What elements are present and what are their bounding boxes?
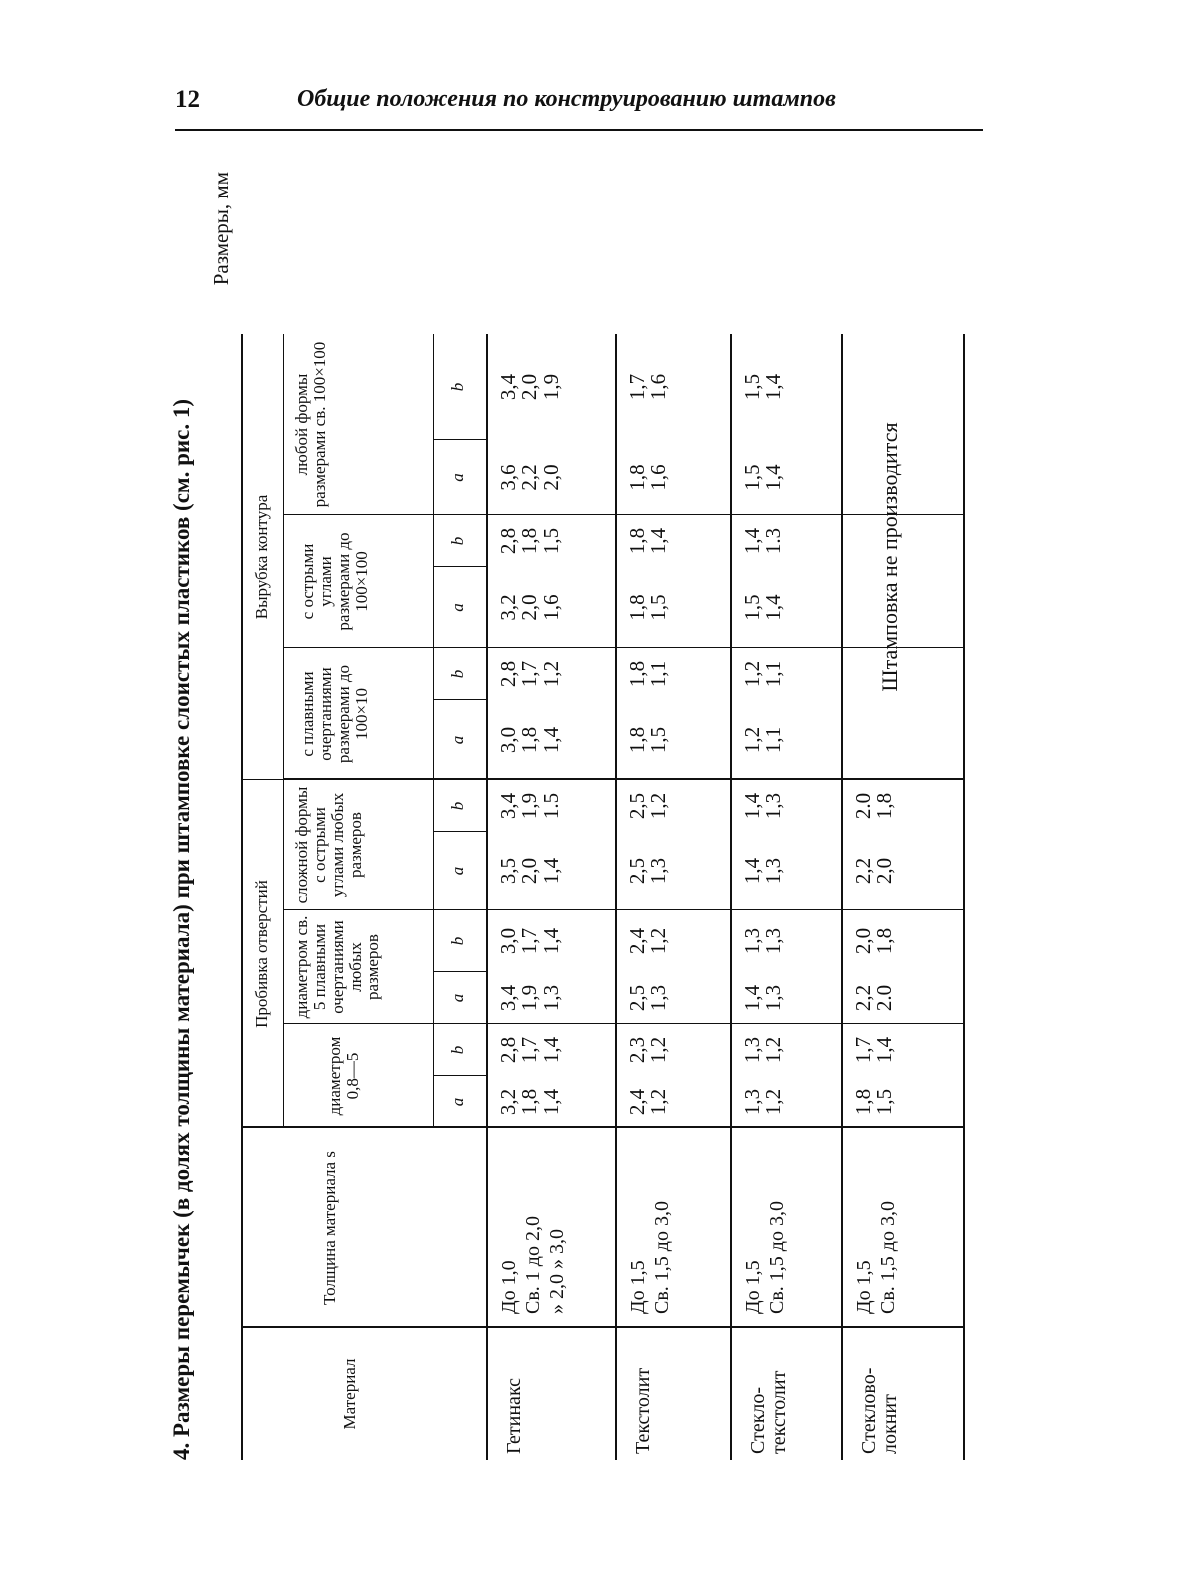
value-cell: 1,3 1,2: [740, 1036, 786, 1064]
header-material: Материал: [340, 1358, 359, 1430]
value-cell: 3,5 2,0 1,4: [496, 857, 563, 885]
value-cell: 1,7 1,6: [625, 373, 671, 401]
value-cell: 2,0 1,8: [851, 927, 897, 955]
column-label-a: a: [448, 993, 467, 1003]
table-rule: [963, 334, 965, 1460]
table-rule: [486, 334, 488, 1460]
value-cell: 2,4 1,2: [625, 1088, 671, 1116]
table-title: 4. Размеры перемычек (в долях толщины материала) при штамповке слоистых пластиков (см. рис. 1): [169, 399, 194, 1460]
subheader-smooth: с плавными очертаниями размерами до 100×10: [298, 664, 371, 764]
units-label: Размеры, мм: [209, 172, 233, 286]
value-cell: 1,8 1,5: [851, 1088, 897, 1116]
group-blanking: Вырубка контура: [252, 494, 271, 620]
column-label-a: a: [448, 473, 467, 482]
column-label-a: a: [448, 1097, 467, 1107]
thickness-line: До 1,5: [627, 1260, 649, 1314]
thickness-line: До 1,0: [498, 1260, 520, 1314]
header-thickness: Толщина материала s: [320, 1151, 339, 1305]
value-cell: 1,8 1,6: [625, 464, 671, 491]
value-cell: 2.0 1,8: [851, 792, 897, 820]
table-rule: [730, 334, 732, 1460]
table-rule: [283, 647, 963, 648]
not-produced-note: Штамповка не производится: [877, 422, 902, 692]
value-cell: 1,2 1,1: [740, 660, 786, 688]
subheader-complex: сложной формы с острыми углами любых размеров: [292, 786, 365, 904]
material-name: Стекло- текстолит: [747, 1370, 790, 1454]
value-cell: 1,8 1,5: [625, 726, 671, 754]
value-cell: 3,2 2,0 1,6: [496, 594, 563, 621]
value-cell: 3,4 2,0 1,9: [496, 373, 563, 401]
value-cell: 2,2 2.0: [851, 984, 897, 1012]
thickness-line: Св. 1,5 до 3,0: [766, 1201, 788, 1314]
thickness-line: До 1,5: [853, 1260, 875, 1314]
header-rule: [175, 129, 983, 131]
value-cell: 1,7 1,4: [851, 1036, 897, 1064]
value-cell: 1,8 1,4: [625, 527, 671, 555]
subheader-diam5: диаметром св. 5 плавными очертаниями любых размеров: [292, 915, 383, 1019]
value-cell: 1,3 1,3: [740, 927, 786, 955]
value-cell: 2,3 1,2: [625, 1036, 671, 1064]
material-name: Стеклово- локнит: [858, 1367, 901, 1454]
subheader-sharp: с острыми углами размерами до 100×100: [298, 532, 371, 631]
value-cell: 2,4 1,2: [625, 927, 671, 955]
column-label-b: b: [448, 801, 467, 811]
subheader-any: любой формы размерами св. 100×100: [292, 341, 329, 508]
value-cell: 2,5 1,3: [625, 857, 671, 885]
data-table: [241, 172, 963, 1460]
column-label-b: b: [448, 536, 467, 546]
value-cell: 1,4 1,3: [740, 984, 786, 1012]
column-label-b: b: [448, 382, 467, 392]
value-cell: 2,5 1,3: [625, 984, 671, 1012]
thickness-line: » 2,0 » 3,0: [546, 1229, 568, 1314]
column-label-b: b: [448, 936, 467, 946]
column-label-a: a: [448, 603, 467, 612]
value-cell: 1,5 1,4: [740, 464, 786, 491]
value-cell: 1,8 1,1: [625, 660, 671, 688]
group-punching: Пробивка отверстий: [252, 880, 271, 1028]
column-label-b: b: [448, 1045, 467, 1055]
value-cell: 1,4 1,3: [740, 792, 786, 820]
table-rule: [841, 334, 843, 1460]
value-cell: 3,2 1,8 1,4: [496, 1088, 563, 1116]
value-cell: 2,2 2,0: [851, 857, 897, 885]
value-cell: 2,8 1,8 1,5: [496, 527, 563, 555]
column-label-b: b: [448, 669, 467, 679]
page-number: 12: [175, 86, 200, 113]
value-cell: 3,0 1,8 1,4: [496, 726, 563, 754]
value-cell: 3,4 1,9 1,3: [496, 984, 563, 1012]
thickness-line: Св. 1 до 2,0: [522, 1216, 544, 1314]
value-cell: 2,8 1,7 1,2: [496, 660, 563, 688]
value-cell: 1,8 1,5: [625, 594, 671, 621]
value-cell: 2,5 1,2: [625, 792, 671, 820]
material-name: Текстолит: [632, 1367, 654, 1454]
value-cell: 3,6 2,2 2,0: [496, 464, 563, 491]
column-label-a: a: [448, 735, 467, 745]
thickness-line: До 1,5: [742, 1260, 764, 1314]
thickness-line: Св. 1,5 до 3,0: [877, 1201, 899, 1314]
value-cell: 1,4 1.3: [740, 527, 786, 555]
material-name: Гетинакс: [503, 1377, 525, 1454]
value-cell: 1,4 1,3: [740, 857, 786, 885]
running-title: Общие положения по конструированию штампов: [297, 86, 836, 112]
value-cell: 2,8 1,7 1,4: [496, 1036, 563, 1064]
column-label-a: a: [448, 866, 467, 876]
value-cell: 1,5 1,4: [740, 594, 786, 621]
table-rule: [283, 909, 963, 910]
table-rule: [283, 514, 963, 515]
value-cell: 1,2 1,1: [740, 726, 786, 754]
rotated-table-block: [169, 172, 984, 1460]
value-cell: 1,3 1,2: [740, 1088, 786, 1116]
value-cell: 3,4 1,9 1.5: [496, 792, 563, 820]
page-header: [175, 84, 983, 124]
value-cell: 3,0 1,7 1,4: [496, 927, 563, 955]
table-rule: [241, 334, 243, 1460]
table-rule: [283, 334, 284, 1128]
thickness-line: Св. 1,5 до 3,0: [651, 1201, 673, 1314]
table-rule: [433, 334, 434, 1128]
table-rule: [615, 334, 617, 1460]
subheader-diam: диаметром 0,8—5: [325, 1036, 362, 1116]
value-cell: 1,5 1,4: [740, 373, 786, 401]
